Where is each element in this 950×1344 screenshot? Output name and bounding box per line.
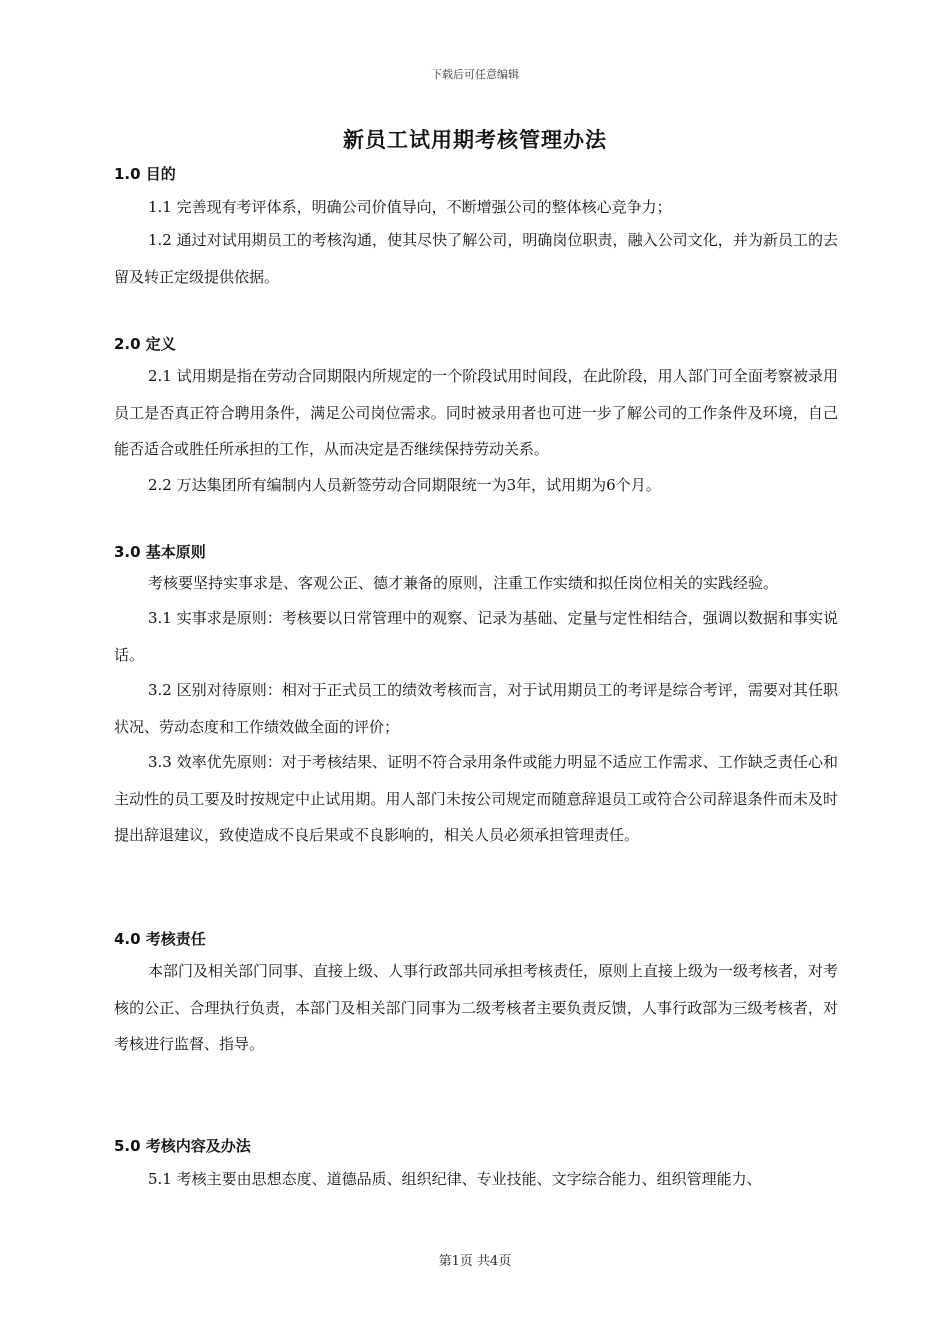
section-heading-content-methods: 5.0 考核内容及办法 [114,1137,251,1155]
section-heading-responsibility: 4.0 考核责任 [114,930,206,948]
page-footer-page-number: 第1页 共4页 [438,1254,512,1269]
document-title: 新员工试用期考核管理办法 [343,128,607,152]
section-heading-purpose: 1.0 目的 [114,165,176,183]
section-heading-principles: 3.0 基本原则 [114,543,206,561]
page-header-note: 下载后可任意编辑 [431,68,519,81]
paragraph-1-1: 1.1 完善现有考评体系，明确公司价值导向，不断增强公司的整体核心竞争力； [148,198,672,216]
paragraph-2-2: 2.2 万达集团所有编制内人员新签劳动合同期限统一为3年，试用期为6个月。 [148,476,661,494]
paragraph-3-2: 3.2 区别对待原则：相对于正式员工的绩效考核而言，对于试用期员工的考评是综合考评，需要对其任职状况、劳动态度和工作绩效做全面的评价； [114,681,838,736]
paragraph-5-1: 5.1 考核主要由思想态度、道德品质、组织纪律、专业技能、文字综合能力、组织管理能力、 [148,1170,762,1188]
section-heading-definition: 2.0 定义 [114,335,176,353]
paragraph-3-1: 3.1 实事求是原则：考核要以日常管理中的观察、记录为基础、定量与定性相结合，强调以数据和事实说话。 [114,609,838,664]
paragraph-3-3: 3.3 效率优先原则：对于考核结果、证明不符合录用条件或能力明显不适应工作需求、工作缺乏责任心和主动性的员工要及时按规定中止试用期。用人部门未按公司规定而随意辞退员工或符合公司辞退条件而未及时提出辞退建议，致使造成不良后果或不良影响的，相关人员必须承担管理责任。 [114,753,838,844]
paragraph-3-intro: 考核要坚持实事求是、客观公正、德才兼备的原则，注重工作实绩和拟任岗位相关的实践经验。 [148,574,779,592]
paragraph-4: 本部门及相关部门同事、直接上级、人事行政部共同承担考核责任，原则上直接上级为一级考核者，对考核的公正、合理执行负责，本部门及相关部门同事为二级考核者主要负责反馈，人事行政部为三级考核者，对考核进行监督、指导。 [114,962,839,1053]
paragraph-1-2: 1.2 通过对试用期员工的考核沟通，使其尽快了解公司，明确岗位职责，融入公司文化，并为新员工的去留及转正定级提供依据。 [114,231,838,286]
paragraph-2-1: 2.1 试用期是指在劳动合同期限内所规定的一个阶段试用时间段，在此阶段，用人部门可全面考察被录用员工是否真正符合聘用条件，满足公司岗位需求。同时被录用者也可进一步了解公司的工作条件及环境，自己能否适合或胜任所承担的工作，从而决定是否继续保持劳动关系。 [114,367,838,458]
